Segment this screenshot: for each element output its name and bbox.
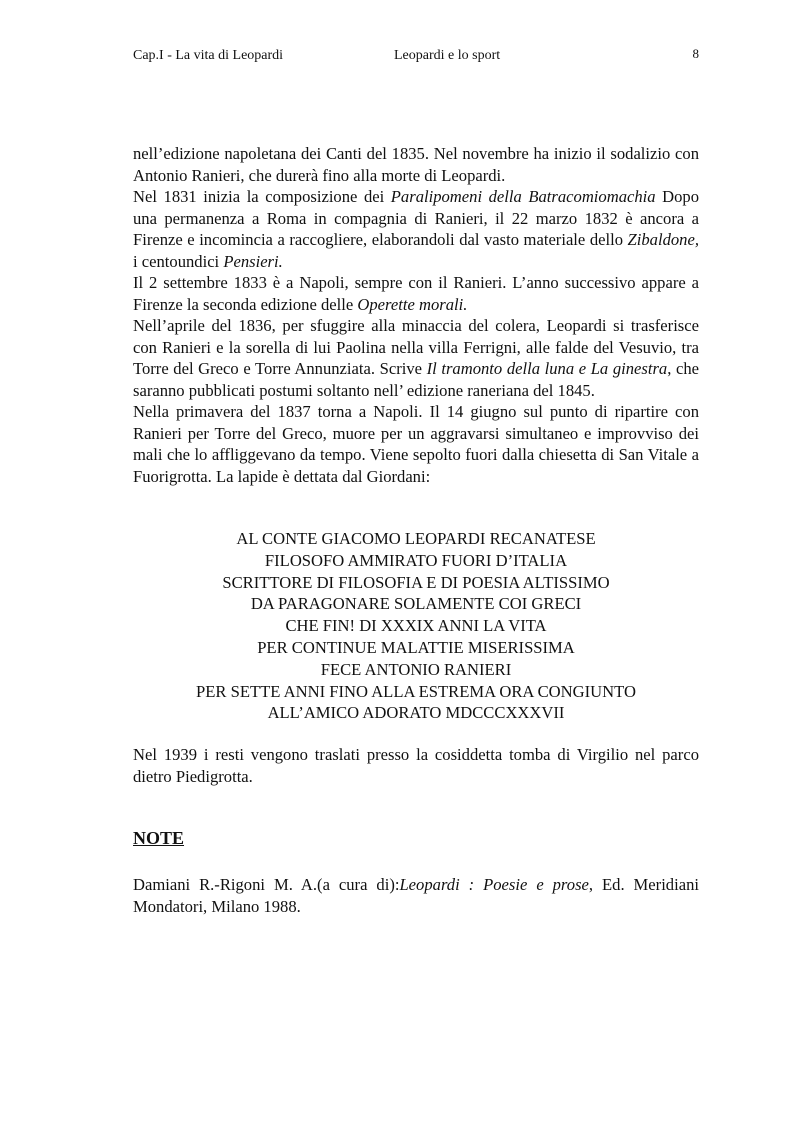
paragraph-1: nell’edizione napoletana dei Canti del 1835. Nel novembre ha inizio il sodalizio con Antonio Ranieri, che durerà fino alla morte di Leopardi.	[133, 144, 699, 185]
p3-text-a: Il 2 settembre 1833 è a Napoli, sempre con il Ranieri. L’anno successivo appare a Firenze la seconda edizione delle	[133, 273, 699, 314]
p2-italic-pensieri: Pensieri.	[223, 251, 283, 271]
p2-text-b: Dopo una permanenza a Roma in compagnia di Ranieri, il 22 marzo 1832 è ancora a Firenze e incomincia a raccogliere, elaborandoli dal vasto materiale dello	[133, 187, 699, 249]
note-reference	[133, 874, 699, 917]
note-ref-text-b: , Ed. Meridiani Mondatori, Milano 1988.	[133, 875, 699, 916]
epitaph-line: FILOSOFO AMMIRATO FUORI D’ITALIA	[264, 550, 568, 570]
p4-text-a: Nell’aprile del 1836, per sfuggire alla minaccia del colera, Leopardi si trasferisce con Ranieri e la sorella di lui Paolina nella villa Ferrigni, alle falde del Vesuvio, tra Torre del Greco e Torre Annunziata. Scrive	[133, 316, 699, 378]
p4-text-b: , che saranno pubblicati postumi soltanto nell’ edizione raneriana del 1845.	[133, 359, 700, 400]
note-ref-text-a: Damiani R.-Rigoni M. A.(a cura di):	[133, 875, 400, 894]
header-title: Leopardi e lo sport	[394, 48, 501, 63]
p2-italic-zibaldone: Zibaldone,	[627, 230, 699, 249]
epitaph-line: DA PARAGONARE SOLAMENTE COI GRECI	[250, 594, 582, 614]
page-header	[133, 48, 699, 68]
closing-paragraph: Nel 1939 i resti vengono traslati presso la cosiddetta tomba di Virgilio nel parco dietro Piedigrotta.	[133, 745, 699, 786]
epitaph-line: SCRITTORE DI FILOSOFIA E DI POESIA ALTISSIMO	[222, 572, 610, 592]
epitaph-line: PER CONTINUE MALATTIE MISERISSIMA	[257, 637, 575, 657]
p3-italic-operette: Operette morali.	[357, 294, 468, 314]
notes-heading: NOTE	[133, 828, 185, 848]
p2-text-a: Nel 1831 inizia la composizione dei	[133, 187, 391, 206]
paragraph-2	[133, 186, 699, 272]
p2-italic-title: Paralipomeni della Batracomiomachia	[390, 187, 656, 206]
epitaph-line: PER SETTE ANNI FINO ALLA ESTREMA ORA CONGIUNTO	[196, 681, 636, 701]
epitaph-line: FECE ANTONIO RANIERI	[320, 659, 512, 679]
header-chapter: Cap.I - La vita di Leopardi	[133, 48, 284, 63]
p2-text-c: i centoundici	[133, 251, 224, 271]
note-ref-italic-title: Leopardi : Poesie e prose	[399, 875, 589, 894]
paragraph-4	[133, 315, 699, 401]
epitaph-block	[133, 528, 699, 724]
body-text	[133, 143, 699, 487]
epitaph-line: AL CONTE GIACOMO LEOPARDI RECANATESE	[236, 529, 596, 548]
paragraph-5: Nella primavera del 1837 torna a Napoli. Il 14 giugno sul punto di ripartire con Ranieri per Torre del Greco, muore per un aggravarsi simultaneo e improvviso dei mali che lo affliggevano da tempo. Viene sepolto fuori dalla chiesetta di San Vitale a Fuorigrotta. La lapide è dettata dal Giordani:	[133, 402, 699, 486]
paragraph-3	[133, 272, 699, 315]
p4-italic-works: Il tramonto della luna e La ginestra	[426, 359, 668, 378]
epitaph-line: CHE FIN! DI XXXIX ANNI LA VITA	[285, 616, 547, 636]
page-number: 8	[692, 46, 699, 61]
epitaph-line: ALL’AMICO ADORATO MDCCCXXXVII	[267, 703, 565, 723]
